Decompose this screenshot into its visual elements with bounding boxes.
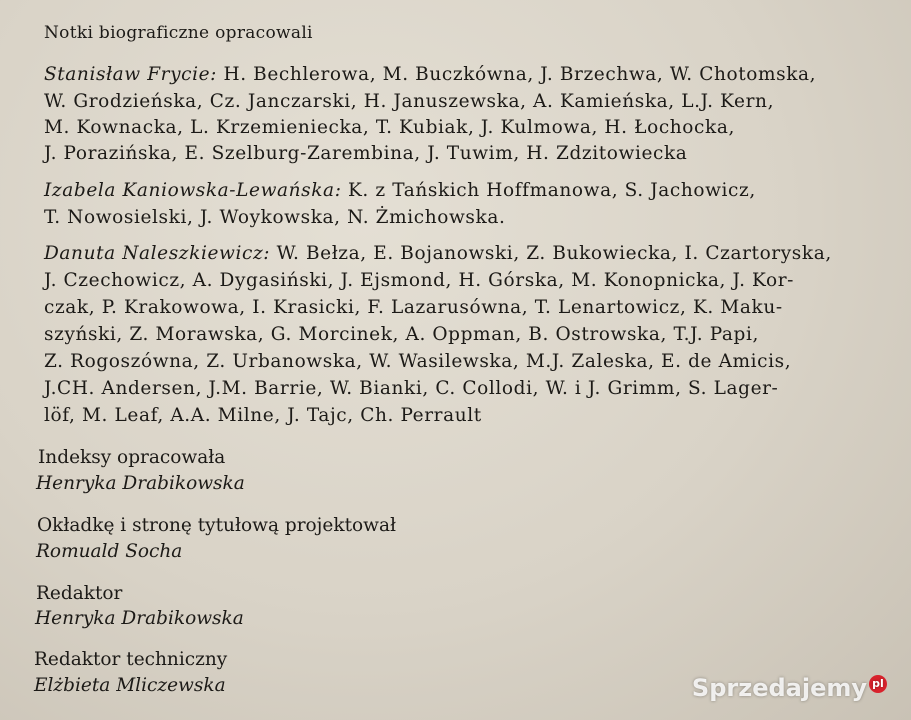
credit-line (44, 243, 832, 265)
credit-line: W. Grodzieńska, Cz. Janczarski, H. Januszewska, A. Kamieńska, L.J. Kern, (44, 91, 775, 112)
staff-name: Henryka Drabikowska (36, 473, 245, 494)
staff-role: Okładkę i stronę tytułową projektował (37, 515, 397, 536)
watermark-badge: pl (869, 675, 887, 693)
credit-line: szyński, Z. Morawska, G. Morcinek, A. Oppman, B. Ostrowska, T.J. Papi, (44, 324, 759, 345)
credit-line: M. Kownacka, L. Krzemieniecka, T. Kubiak, J. Kulmowa, H. Łochocka, (44, 117, 735, 138)
credit-names: K. z Tańskich Hoffmanowa, S. Jachowicz, (348, 180, 756, 201)
credit-line: löf, M. Leaf, A.A. Milne, J. Tajc, Ch. Perrault (44, 405, 482, 426)
watermark-text: Sprzedajemy (691, 674, 867, 702)
credit-author: Danuta Naleszkiewicz: (44, 243, 271, 264)
watermark-logo (692, 674, 887, 702)
credit-line: Z. Rogoszówna, Z. Urbanowska, W. Wasilewska, M.J. Zaleska, E. de Amicis, (44, 351, 792, 372)
staff-name: Elżbieta Mliczewska (34, 675, 226, 696)
credit-names: H. Bechlerowa, M. Buczkówna, J. Brzechwa, W. Chotomska, (223, 64, 817, 85)
credit-author: Izabela Kaniowska-Lewańska: (44, 180, 342, 201)
credit-line: T. Nowosielski, J. Woykowska, N. Żmichowska. (44, 207, 506, 228)
credit-line: czak, P. Krakowowa, I. Krasicki, F. Lazarusówna, T. Lenartowicz, K. Maku- (44, 297, 783, 318)
credit-line (44, 64, 816, 86)
credit-author: Stanisław Frycie: (44, 64, 217, 85)
credit-line: J. Porazińska, E. Szelburg-Zarembina, J. Tuwim, H. Zdzitowiecka (44, 143, 688, 164)
staff-role: Redaktor (36, 583, 123, 604)
credit-names: W. Bełza, E. Bojanowski, Z. Bukowiecka, I. Czartoryska, (276, 243, 832, 264)
credit-line (44, 180, 756, 202)
staff-role: Redaktor techniczny (34, 649, 228, 670)
staff-name: Romuald Socha (36, 541, 183, 562)
staff-name: Henryka Drabikowska (35, 608, 244, 629)
credit-line: J. Czechowicz, A. Dygasiński, J. Ejsmond, H. Górska, M. Konopnicka, J. Kor- (44, 270, 794, 291)
page-heading: Notki biograficzne opracowali (44, 23, 313, 43)
staff-role: Indeksy opracowała (38, 447, 226, 468)
credit-line: J.CH. Andersen, J.M. Barrie, W. Bianki, C. Collodi, W. i J. Grimm, S. Lager- (44, 378, 779, 399)
